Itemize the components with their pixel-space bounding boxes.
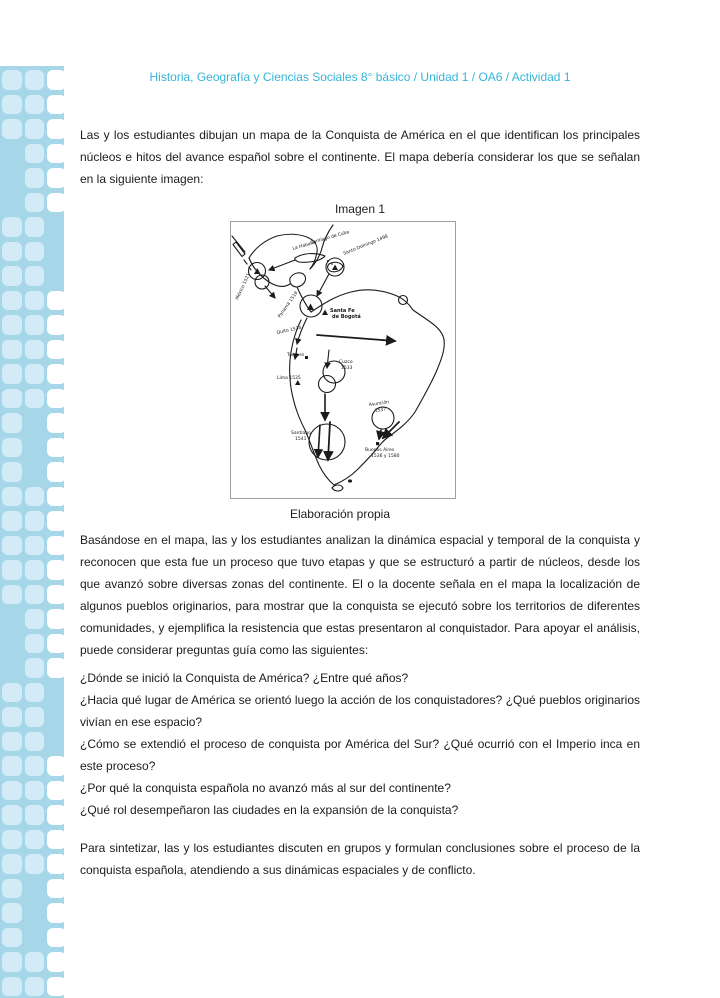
map-label-buenos-aires-line2: 1536 y 1580 — [371, 454, 400, 459]
border-tile-white — [47, 977, 67, 997]
border-tile — [2, 438, 22, 458]
conquest-map — [231, 222, 455, 498]
question-item: ¿Hacia qué lugar de América se orientó luego la acción de los conquistadores? ¿Qué pueblos originarios vivían en ese espacio? — [80, 693, 640, 729]
map-label-bogota-line2: de Bogotá — [332, 314, 361, 320]
border-tile — [2, 879, 22, 899]
border-tile-white — [47, 119, 67, 139]
map-label-quito: Quito 1534 — [276, 325, 302, 336]
border-tile — [25, 364, 45, 384]
intro-paragraph: Las y los estudiantes dibujan un mapa de la Conquista de América en el que identifican los principales núcleos e hitos del avance español sobre el continente. El mapa debería considerar los que se señalan en la siguiente imagen: — [80, 128, 640, 186]
border-tile — [2, 756, 22, 776]
border-tile-white — [47, 462, 67, 482]
border-tile — [25, 977, 45, 997]
border-tile — [25, 585, 45, 605]
border-tile-white — [47, 609, 67, 629]
map-label-la-habana: La Habana — [292, 240, 317, 252]
border-tile — [2, 560, 22, 580]
border-tile-white — [47, 340, 67, 360]
question-item: ¿Cómo se extendió el proceso de conquista por América del Sur? ¿Qué ocurrió con el Imperio inca en este proceso? — [80, 737, 640, 773]
border-tile — [25, 683, 45, 703]
border-tile — [2, 536, 22, 556]
border-tile — [25, 781, 45, 801]
border-tile-white — [47, 830, 67, 850]
border-tile — [25, 291, 45, 311]
map-label-cuzco-line2: 1533 — [341, 366, 353, 371]
border-tile — [25, 536, 45, 556]
border-tile-white — [47, 879, 67, 899]
question-item: ¿Qué rol desempeñaron las ciudades en la expansión de la conquista? — [80, 803, 459, 817]
border-tile — [2, 683, 22, 703]
map-label-panama: Panamá 1519 — [277, 290, 300, 320]
border-tile-white — [47, 781, 67, 801]
border-tile — [2, 315, 22, 335]
border-tile — [2, 952, 22, 972]
closing-paragraph: Para sintetizar, las y los estudiantes discuten en grupos y formulan conclusiones sobre el proceso de la conquista española, atendiendo a sus dinámicas espaciales y de conflicto. — [80, 841, 640, 877]
border-tile-white — [47, 805, 67, 825]
question-item: ¿Por qué la conquista española no avanzó más al sur del continente? — [80, 781, 451, 795]
border-tile-white — [47, 854, 67, 874]
border-tile — [25, 315, 45, 335]
map-label-tumbes: Tumbes — [287, 353, 305, 358]
border-tile-white — [47, 952, 67, 972]
border-tile — [2, 95, 22, 115]
border-tile — [25, 952, 45, 972]
border-tile — [25, 830, 45, 850]
map-label-lima: Lima 1535 — [277, 376, 301, 381]
border-tile-white — [47, 487, 67, 507]
border-tile-white — [47, 413, 67, 433]
border-tile — [2, 781, 22, 801]
document-header: Historia, Geografía y Ciencias Sociales 8° básico / Unidad 1 / OA6 / Actividad 1 — [149, 70, 571, 84]
border-tile — [2, 266, 22, 286]
border-tile — [25, 266, 45, 286]
border-tile-white — [47, 168, 67, 188]
border-tile — [25, 634, 45, 654]
border-tile-white — [47, 144, 67, 164]
border-tile — [25, 805, 45, 825]
border-tile — [2, 364, 22, 384]
border-tile — [2, 462, 22, 482]
border-tile — [25, 560, 45, 580]
map-label-asuncion-line1: Asunción — [368, 400, 390, 408]
border-tile — [25, 389, 45, 409]
border-tile — [2, 585, 22, 605]
border-tile — [25, 144, 45, 164]
border-tile — [2, 413, 22, 433]
border-tile-white — [47, 438, 67, 458]
border-tile — [25, 487, 45, 507]
border-tile-white — [47, 536, 67, 556]
border-tile — [25, 168, 45, 188]
border-tile — [2, 830, 22, 850]
conquest-map-frame — [230, 221, 456, 499]
analysis-paragraph: Basándose en el mapa, las y los estudiantes analizan la dinámica espacial y temporal de la conquista y reconocen que esta fue un proceso que tuvo etapas y que se estructuró a partir de núcleos, desde los que avanzó sobre diversas zonas del continente. El o la docente señala en el mapa la localización de algunos pueblos originarios, para mostrar que la conquista se ejecutó sobre los territorios de diferentes comunidades, y ejemplifica la resistencia que estas presentaron al conquistador. Para apoyar el análisis, puede considerar preguntas guía como las siguientes: — [80, 533, 640, 657]
border-tile — [2, 707, 22, 727]
figure-title: Imagen 1 — [334, 202, 386, 216]
border-tile-white — [47, 903, 67, 923]
question-list — [80, 667, 640, 821]
border-tile-white — [47, 315, 67, 335]
border-tile-white — [47, 389, 67, 409]
border-tile — [2, 854, 22, 874]
border-tile — [25, 119, 45, 139]
border-tile-white — [47, 95, 67, 115]
border-tile — [25, 707, 45, 727]
border-tile-white — [47, 756, 67, 776]
border-tile-white — [47, 70, 67, 90]
border-tile — [25, 95, 45, 115]
border-tile — [2, 340, 22, 360]
border-tile-white — [47, 364, 67, 384]
border-tile — [2, 928, 22, 948]
document-page — [80, 66, 640, 881]
border-tile — [25, 217, 45, 237]
border-tile — [25, 756, 45, 776]
border-tile — [2, 119, 22, 139]
border-tile — [2, 805, 22, 825]
map-label-cuzco-line1: Cuzco — [339, 360, 353, 365]
border-tile — [2, 70, 22, 90]
question-item: ¿Dónde se inició la Conquista de América? ¿Entre qué años? — [80, 671, 409, 685]
border-tile — [2, 977, 22, 997]
map-label-santiago-line1: Santiago — [291, 431, 311, 436]
map-label-santiago-de-cuba: Santiago de Cuba — [310, 230, 350, 246]
border-tile — [2, 732, 22, 752]
border-tile-white — [47, 928, 67, 948]
border-tile — [25, 609, 45, 629]
border-tile — [25, 70, 45, 90]
border-tile-white — [47, 585, 67, 605]
map-label-buenos-aires-line1: Buenos Aires — [365, 448, 395, 453]
map-label-asuncion-line2: 1537 — [374, 407, 387, 414]
border-tile-white — [47, 560, 67, 580]
border-tile — [25, 732, 45, 752]
border-tile-white — [47, 193, 67, 213]
border-tile — [25, 658, 45, 678]
border-tile — [25, 242, 45, 262]
figure-caption: Elaboración propia — [289, 507, 391, 521]
border-tile — [2, 291, 22, 311]
border-tile — [2, 487, 22, 507]
border-tile — [25, 854, 45, 874]
map-label-mexico: México 1521 — [235, 272, 252, 301]
map-label-santiago-line2: 1541 — [295, 437, 307, 442]
border-tile — [2, 389, 22, 409]
figure — [80, 200, 640, 523]
border-tile — [2, 903, 22, 923]
border-tile-white — [47, 634, 67, 654]
border-tile — [2, 217, 22, 237]
map-label-santo-domingo: Santo Domingo 1498 — [342, 234, 389, 257]
border-tile — [2, 511, 22, 531]
border-tile — [25, 193, 45, 213]
map-label-bogota-line1: Santa Fe — [330, 308, 355, 314]
border-tile-white — [47, 291, 67, 311]
border-tile — [25, 340, 45, 360]
decorative-border — [0, 66, 64, 998]
border-tile-white — [47, 658, 67, 678]
border-tile — [2, 242, 22, 262]
